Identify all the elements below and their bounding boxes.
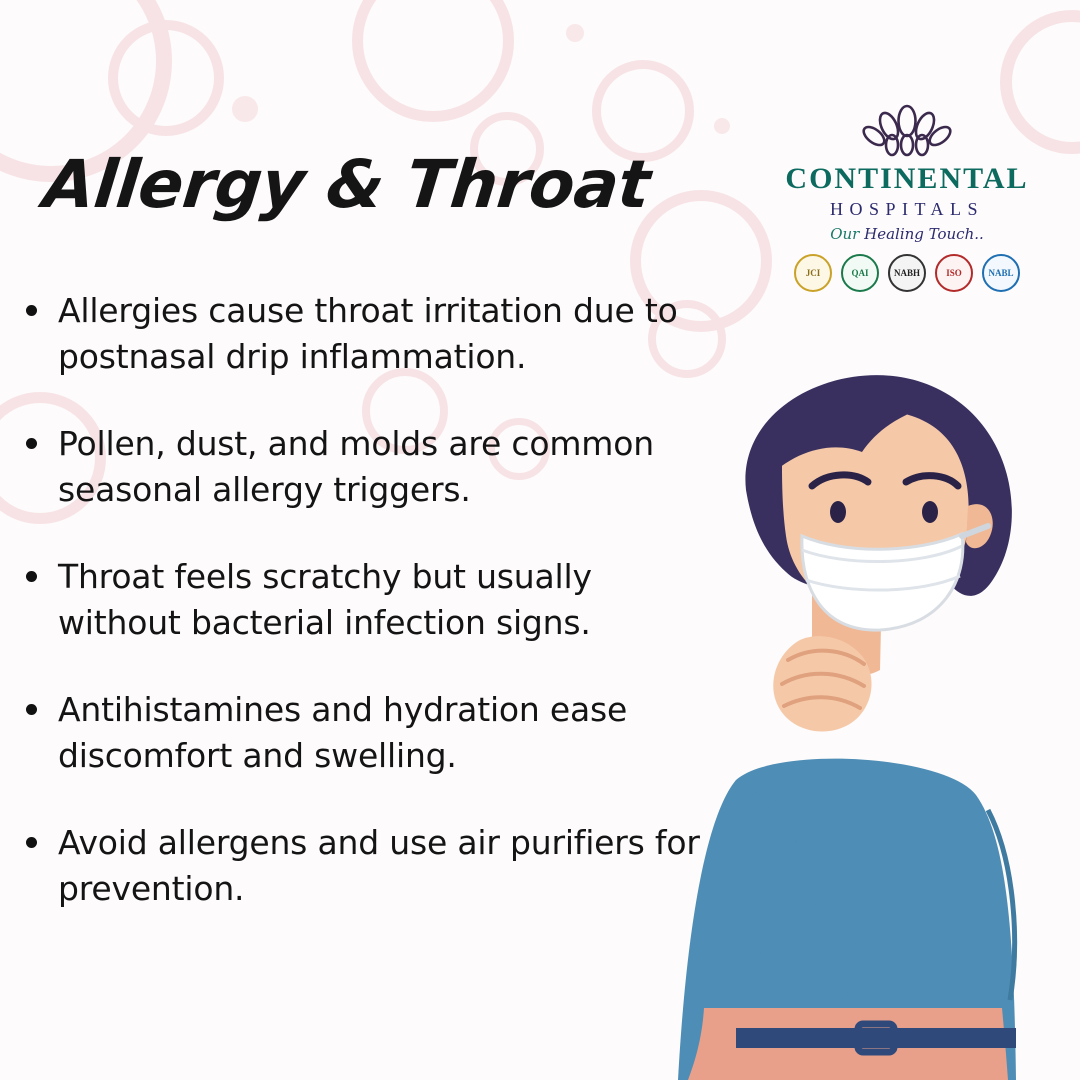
lotus-petals-icon <box>847 104 967 160</box>
bullet-text: Antihistamines and hydration ease discomfort and swelling. <box>58 690 628 775</box>
bullet-list <box>26 288 706 953</box>
brand-logo <box>782 104 1032 292</box>
brand-tagline-part2: Healing Touch.. <box>864 225 984 243</box>
page-title: Allergy & Throat <box>39 146 654 223</box>
accreditation-badge-qai: QAI <box>841 254 879 292</box>
bullet-dot-icon <box>26 571 37 582</box>
belt-shape <box>736 1028 1016 1048</box>
decor-ring <box>108 20 224 136</box>
bullet-text: Pollen, dust, and molds are common seasonal allergy triggers. <box>58 424 654 509</box>
bullet-dot-icon <box>26 438 37 449</box>
bullet-text: Avoid allergens and use air purifiers for prevention. <box>58 823 700 908</box>
brand-name: CONTINENTAL <box>785 162 1029 195</box>
list-item <box>26 288 706 379</box>
accreditation-badge-blue: NABL <box>982 254 1020 292</box>
accreditation-badge-red: ISO <box>935 254 973 292</box>
decor-dot <box>714 118 730 134</box>
accreditation-badge-dark: NABH <box>888 254 926 292</box>
decor-dot <box>232 96 258 122</box>
bullet-dot-icon <box>26 837 37 848</box>
bullet-text: Allergies cause throat irritation due to postnasal drip inflammation. <box>58 291 678 376</box>
accreditation-badge-gold: JCI <box>794 254 832 292</box>
list-item <box>26 687 706 778</box>
list-item <box>26 421 706 512</box>
bullet-text: Throat feels scratchy but usually without bacterial infection signs. <box>58 557 592 642</box>
brand-tagline <box>782 227 1032 242</box>
accreditation-badges <box>782 254 1032 292</box>
brand-subtitle: HOSPITALS <box>829 199 985 219</box>
brand-tagline-part1: Our <box>830 225 865 243</box>
list-item <box>26 820 706 911</box>
eye-left <box>830 501 846 523</box>
eye-right <box>922 501 938 523</box>
person-with-mask-holding-throat-illustration <box>616 340 1080 1080</box>
bullet-dot-icon <box>26 305 37 316</box>
decor-ring <box>352 0 514 122</box>
bullet-dot-icon <box>26 704 37 715</box>
decor-dot <box>566 24 584 42</box>
list-item <box>26 554 706 645</box>
